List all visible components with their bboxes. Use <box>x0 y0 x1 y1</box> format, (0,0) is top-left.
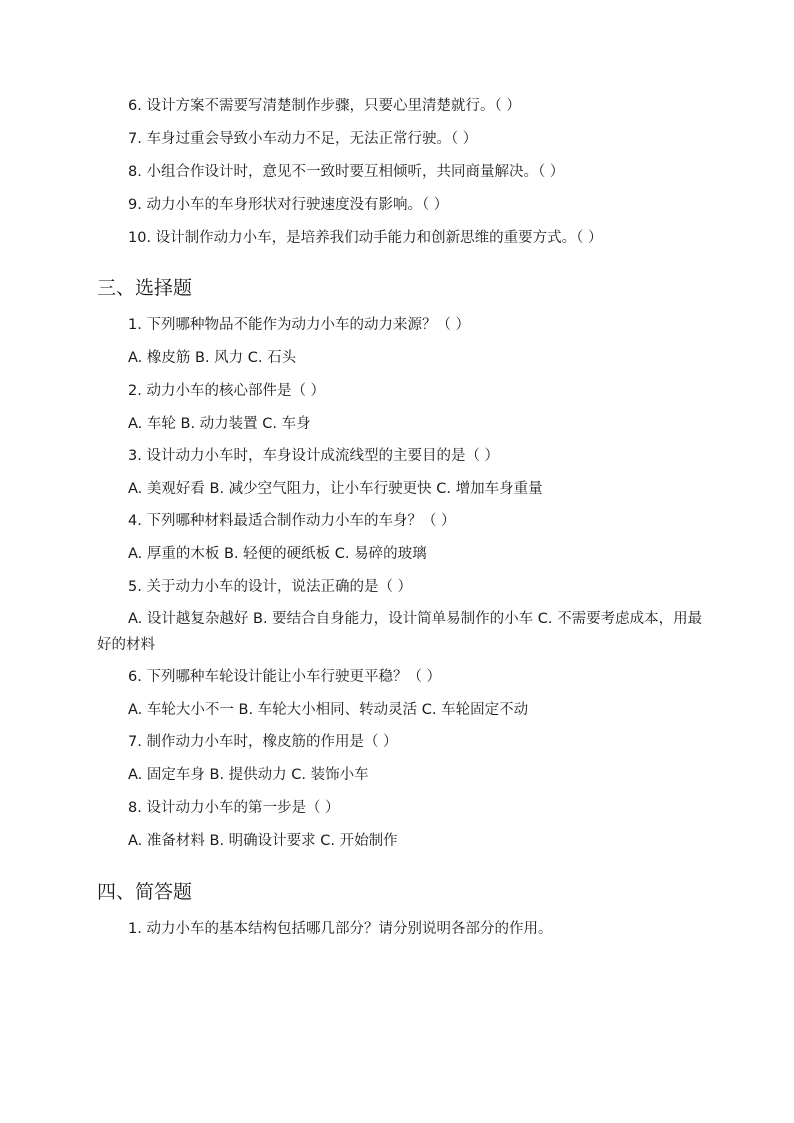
judgment-item-9: 9. 动力小车的车身形状对行驶速度没有影响。（ ） <box>128 197 449 213</box>
choice-question-6: 6. 下列哪种车轮设计能让小车行驶更平稳？（ ） <box>128 669 442 685</box>
choice-options-6: A. 车轮大小不一 B. 车轮大小相同、转动灵活 C. 车轮固定不动 <box>128 702 529 718</box>
section-heading-short-answer: 四、简答题 <box>97 881 193 903</box>
choice-question-2: 2. 动力小车的核心部件是（ ） <box>128 383 326 399</box>
choice-question-5: 5. 关于动力小车的设计，说法正确的是（ ） <box>128 579 413 595</box>
judgment-item-10: 10. 设计制作动力小车，是培养我们动手能力和创新思维的重要方式。（ ） <box>128 230 603 246</box>
choice-question-1: 1. 下列哪种物品不能作为动力小车的动力来源？（ ） <box>128 317 471 333</box>
choice-options-1: A. 橡皮筋 B. 风力 C. 石头 <box>128 350 297 366</box>
choice-options-7: A. 固定车身 B. 提供动力 C. 装饰小车 <box>128 767 369 783</box>
judgment-item-7: 7. 车身过重会导致小车动力不足，无法正常行驶。（ ） <box>128 131 478 147</box>
choice-options-2: A. 车轮 B. 动力装置 C. 车身 <box>128 416 311 432</box>
choice-options-8: A. 准备材料 B. 明确设计要求 C. 开始制作 <box>128 833 398 849</box>
choice-question-4: 4. 下列哪种材料最适合制作动力小车的车身？（ ） <box>128 513 456 529</box>
choice-options-5: A. 设计越复杂越好 B. 要结合自身能力，设计简单易制作的小车 C. 不需要考虑成本，用最好的材料 <box>97 611 703 653</box>
choice-question-3: 3. 设计动力小车时，车身设计成流线型的主要目的是（ ） <box>128 448 500 464</box>
choice-question-8: 8. 设计动力小车的第一步是（ ） <box>128 800 340 816</box>
judgment-item-8: 8. 小组合作设计时，意见不一致时要互相倾听，共同商量解决。（ ） <box>128 164 565 180</box>
choice-options-4: A. 厚重的木板 B. 轻便的硬纸板 C. 易碎的玻璃 <box>128 546 427 562</box>
choice-options-3: A. 美观好看 B. 减少空气阻力，让小车行驶更快 C. 增加车身重量 <box>128 481 543 497</box>
section-heading-choice: 三、选择题 <box>97 277 193 299</box>
short-answer-question-1: 1. 动力小车的基本结构包括哪几部分？请分别说明各部分的作用。 <box>128 921 553 937</box>
choice-question-7: 7. 制作动力小车时，橡皮筋的作用是（ ） <box>128 734 398 750</box>
judgment-item-6: 6. 设计方案不需要写清楚制作步骤，只要心里清楚就行。（ ） <box>128 98 521 114</box>
